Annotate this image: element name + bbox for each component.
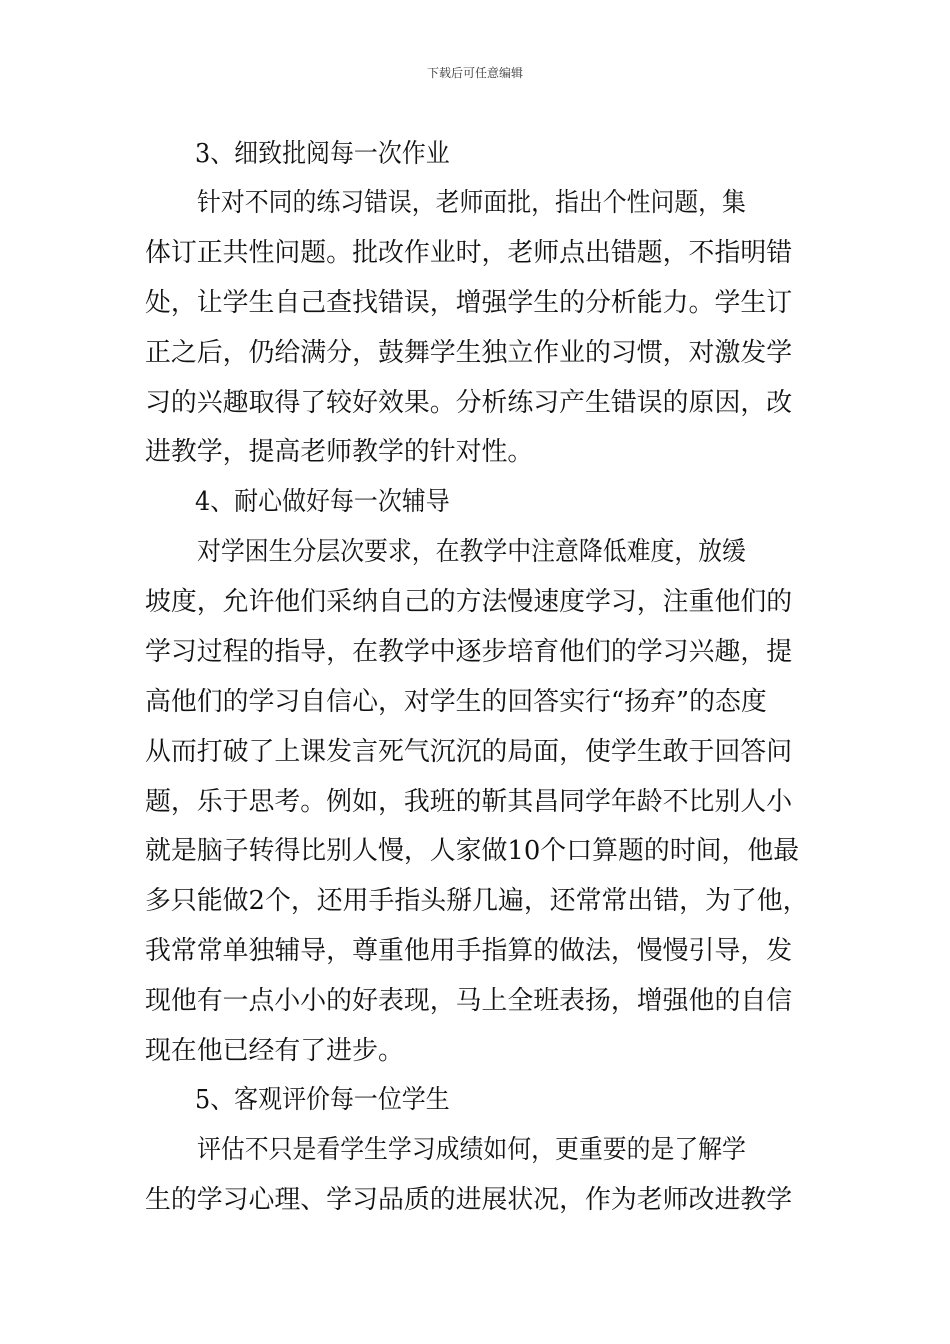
paragraph-line: 对学困生分层次要求，在教学中注意降低难度，放缓 [197, 537, 746, 567]
section-heading: 5、客观评价每一位学生 [195, 1085, 450, 1115]
paragraph-line: 针对不同的练习错误，老师面批，指出个性问题，集 [197, 188, 746, 218]
paragraph-line: 现他有一点小小的好表现，马上全班表扬，增强他的自信 [145, 986, 793, 1016]
paragraph-line: 我常常单独辅导，尊重他用手指算的做法，慢慢引导，发 [145, 936, 793, 966]
section-heading: 4、耐心做好每一次辅导 [195, 487, 450, 517]
paragraph-line: 题，乐于思考。例如，我班的靳其昌同学年龄不比别人小 [145, 787, 793, 817]
paragraph-line: 评估不只是看学生学习成绩如何，更重要的是了解学 [197, 1135, 746, 1165]
paragraph-line: 习的兴趣取得了较好效果。分析练习产生错误的原因，改 [145, 388, 793, 418]
paragraph-line: 从而打破了上课发言死气沉沉的局面，使学生敢于回答问 [145, 737, 793, 767]
paragraph-line: 生的学习心理、学习品质的进展状况，作为老师改进教学 [145, 1185, 793, 1215]
paragraph-line: 多只能做2个，还用手指头掰几遍，还常常出错，为了他， [145, 886, 809, 916]
section-heading: 3、细致批阅每一次作业 [195, 139, 450, 169]
paragraph-line: 现在他已经有了进步。 [145, 1036, 404, 1066]
paragraph-line: 正之后，仍给满分，鼓舞学生独立作业的习惯，对激发学 [145, 338, 793, 368]
paragraph-line: 进教学，提高老师教学的针对性。 [145, 437, 534, 467]
paragraph-line: 就是脑子转得比别人慢，人家做10个口算题的时间，他最 [145, 836, 800, 866]
paragraph-line: 高他们的学习自信心，对学生的回答实行“扬弃”的态度 [145, 687, 767, 717]
page-header: 下载后可任意编辑 [426, 66, 523, 80]
paragraph-line: 学习过程的指导，在教学中逐步培育他们的学习兴趣，提 [145, 637, 793, 667]
paragraph-line: 体订正共性问题。批改作业时，老师点出错题，不指明错 [145, 238, 793, 268]
paragraph-line: 坡度，允许他们采纳自己的方法慢速度学习，注重他们的 [145, 587, 793, 617]
paragraph-line: 处，让学生自己查找错误，增强学生的分析能力。学生订 [145, 288, 793, 318]
